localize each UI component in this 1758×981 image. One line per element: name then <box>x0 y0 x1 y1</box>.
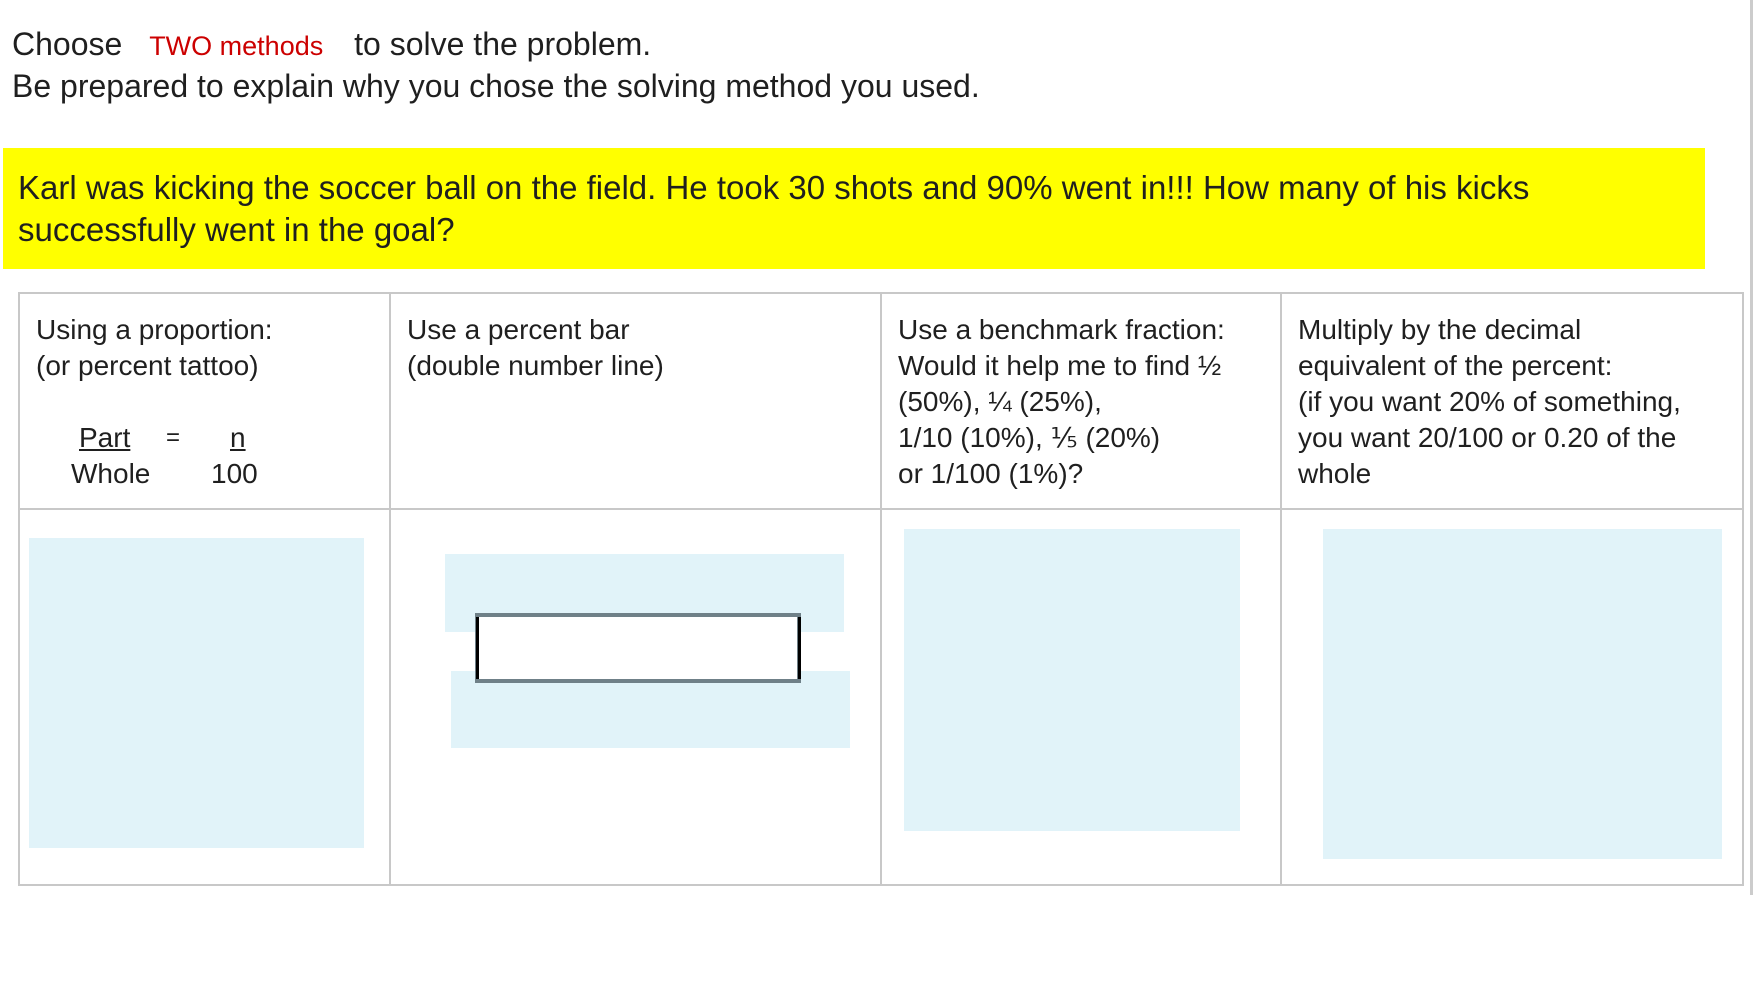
header-line: Use a benchmark fraction: <box>898 314 1225 345</box>
percent-bar-work-cell <box>390 509 881 885</box>
method-decimal-header <box>1281 293 1743 509</box>
header-line: or 1/100 (1%)? <box>898 458 1084 489</box>
instruction-line-2: Be prepared to explain why you chose the solving method you used. <box>12 68 980 104</box>
fraction-100: 100 <box>211 458 258 489</box>
benchmark-work-cell <box>881 509 1281 885</box>
decimal-work-area[interactable] <box>1323 529 1722 859</box>
fraction-n: n <box>230 422 246 453</box>
header-line: Using a proportion: <box>36 314 273 345</box>
method-percent-bar-title <box>391 294 880 384</box>
problem-text: Karl was kicking the soccer ball on the field. He took 30 shots and 90% went in!!! How many of his kicks successfully went in the goal? <box>18 169 1530 248</box>
header-line: whole <box>1298 458 1372 489</box>
instruction-choose: Choose <box>12 26 123 62</box>
method-benchmark-header <box>881 293 1281 509</box>
proportion-work-cell <box>19 509 390 885</box>
header-line: Use a percent bar <box>407 314 630 345</box>
fraction-whole: Whole <box>71 458 151 489</box>
fraction-equals: = <box>166 424 181 451</box>
header-line: you want 20/100 or 0.20 of the <box>1298 422 1677 453</box>
method-decimal-title <box>1282 294 1742 492</box>
methods-work-row <box>19 509 1743 885</box>
header-line: (50%), ¼ (25%), <box>898 386 1102 417</box>
header-line: (if you want 20% of something, <box>1298 386 1681 417</box>
decimal-work-cell <box>1281 509 1743 885</box>
fraction-part: Part <box>79 422 131 453</box>
benchmark-work-area[interactable] <box>904 529 1240 831</box>
header-line: equivalent of the percent: <box>1298 350 1613 381</box>
method-proportion-title <box>20 294 389 384</box>
header-line: Multiply by the decimal <box>1298 314 1582 345</box>
percent-bar-right-end <box>798 617 801 679</box>
methods-table <box>18 292 1744 886</box>
methods-header-row <box>19 293 1743 509</box>
method-proportion-header <box>19 293 390 509</box>
instruction-line-1 <box>12 25 651 65</box>
method-benchmark-title <box>882 294 1280 492</box>
proportion-work-area[interactable] <box>29 538 364 848</box>
header-line: 1/10 (10%), ⅕ (20%) <box>898 422 1161 453</box>
percent-bar-left-end <box>476 617 479 679</box>
header-line: (double number line) <box>407 350 664 381</box>
method-percent-bar-header <box>390 293 881 509</box>
instruction-highlight: TWO methods <box>149 31 324 61</box>
header-line: Would it help me to find ½ <box>898 350 1222 381</box>
page-edge <box>1750 0 1753 895</box>
header-line: (or percent tattoo) <box>36 350 259 381</box>
instruction-solve: to solve the problem. <box>354 26 652 62</box>
percent-bar[interactable] <box>475 613 801 683</box>
